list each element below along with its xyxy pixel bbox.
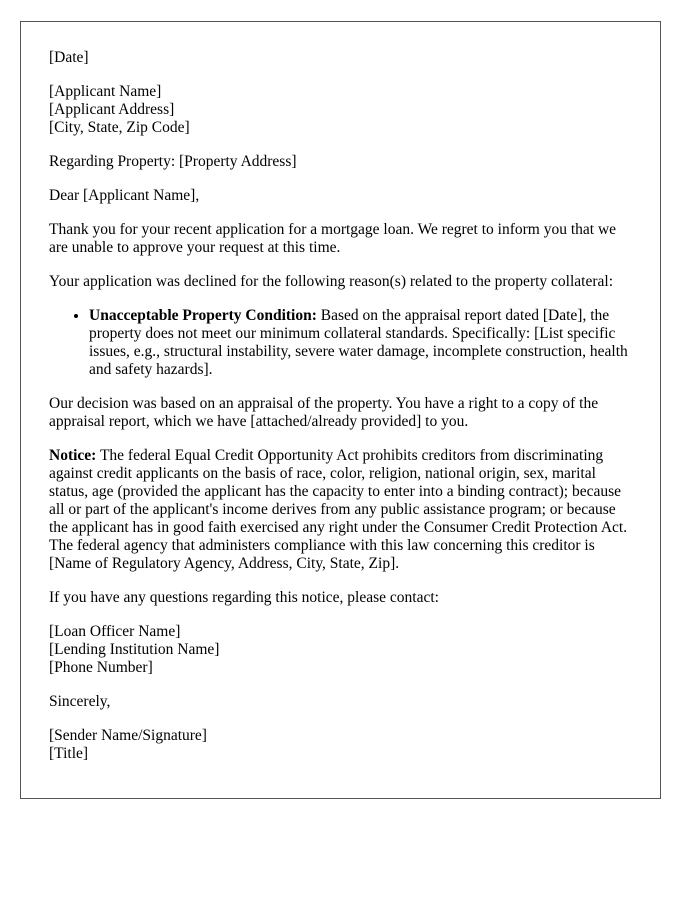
applicant-city-state-zip: [City, State, Zip Code]	[49, 119, 190, 136]
reason-text: Based on the appraisal report dated [Date], the property does not meet our minimum collateral standards. Specifically: [List specific issues, e.g., structural instability, severe water damage, incomplete construction, health and safety hazards].	[89, 307, 628, 378]
lending-institution-name: [Lending Institution Name]	[49, 641, 220, 658]
sender-title: [Title]	[49, 745, 89, 762]
notice-label: Notice:	[49, 447, 97, 464]
applicant-address-block	[49, 83, 632, 137]
loan-officer-name: [Loan Officer Name]	[49, 623, 181, 640]
salutation: Dear [Applicant Name],	[49, 187, 200, 204]
notice-text: The federal Equal Credit Opportunity Act prohibits creditors from discriminating against credit applicants on the basis of race, color, religion, national origin, sex, marital status, age (provided the applicant has the capacity to enter into a binding contract); because all or part of the applicant's income derives from any public assistance program; or because the applicant has in good faith exercised any right under the Consumer Credit Protection Act. The federal agency that administers compliance with this law concerning this creditor is [Name of Regulatory Agency, Address, City, State, Zip].	[49, 447, 628, 572]
phone-number: [Phone Number]	[49, 659, 153, 676]
applicant-name: [Applicant Name]	[49, 83, 162, 100]
closing: Sincerely,	[49, 693, 111, 710]
contact-intro: If you have any questions regarding this notice, please contact:	[49, 589, 439, 606]
letter-date: [Date]	[49, 49, 89, 66]
appraisal-paragraph: Our decision was based on an appraisal of the property. You have a right to a copy of the appraisal report, which we have [attached/already provided] to you.	[49, 395, 599, 430]
regarding-line: Regarding Property: [Property Address]	[49, 153, 297, 170]
reasons-intro: Your application was declined for the following reason(s) related to the property collateral:	[49, 273, 613, 290]
sender-name: [Sender Name/Signature]	[49, 727, 207, 744]
reasons-list	[49, 307, 632, 379]
contact-block	[49, 623, 632, 677]
letter-document	[20, 21, 661, 799]
list-item	[89, 307, 632, 379]
applicant-address: [Applicant Address]	[49, 101, 175, 118]
notice-paragraph	[49, 447, 632, 573]
intro-paragraph: Thank you for your recent application for a mortgage loan. We regret to inform you that we are unable to approve your request at this time.	[49, 221, 617, 256]
reason-title: Unacceptable Property Condition:	[89, 307, 317, 324]
signature-block	[49, 727, 632, 763]
